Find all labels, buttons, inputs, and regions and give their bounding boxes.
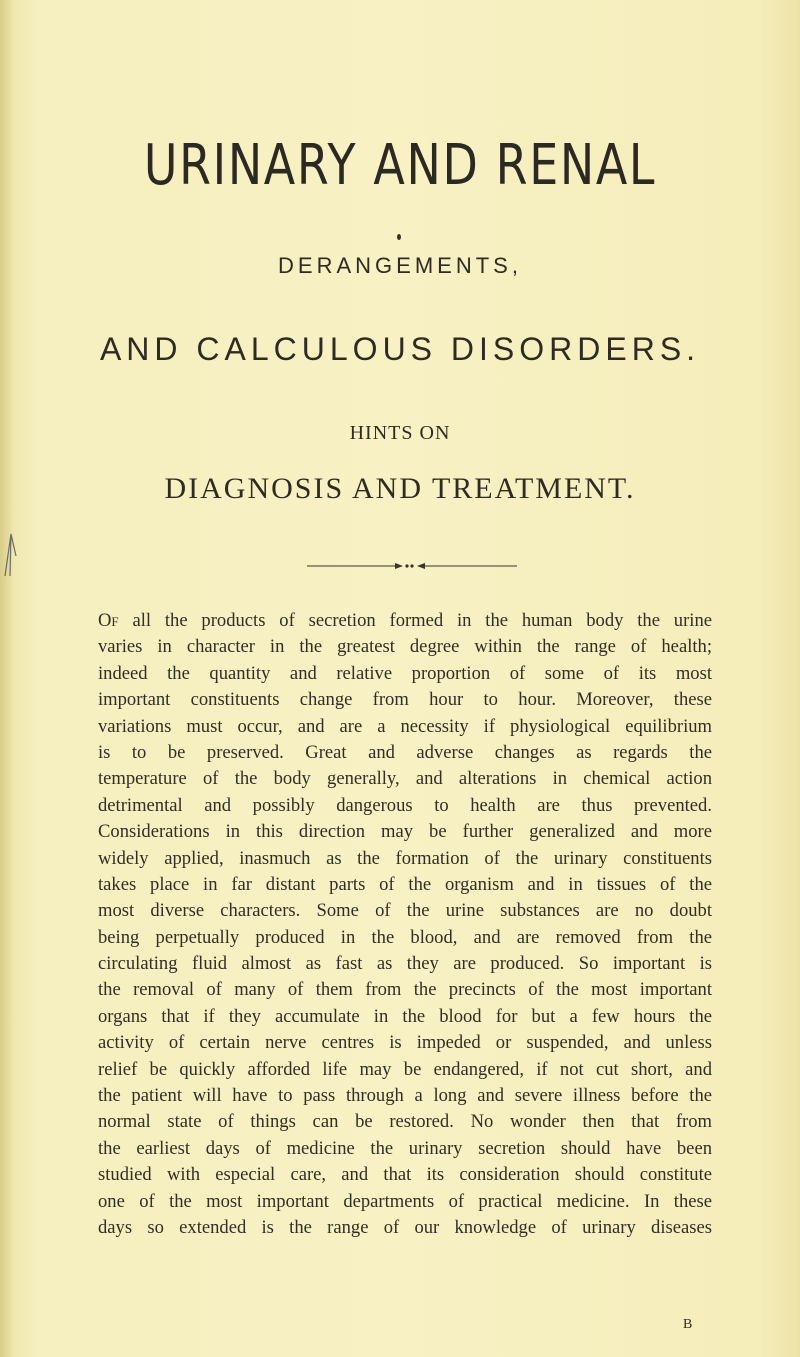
body-line: Considerations in this direction may be further generalized and more (98, 821, 712, 843)
title-hints-on: HINTS ON (349, 422, 451, 444)
binding-shadow (0, 0, 14, 1357)
body-line: most diverse characters. Some of the urine substances are no doubt (98, 900, 712, 922)
ornament-divider-icon (307, 560, 517, 572)
drop-word: Of (98, 610, 119, 631)
title-calculous-disorders: AND CALCULOUS DISORDERS. (99, 331, 701, 367)
body-line: circulating fluid almost as fast as they are produced. So important is (98, 953, 712, 975)
body-line: widely applied, inasmuch as the formation of the urinary constituents (98, 847, 712, 869)
body-line: indeed the quantity and relative proportion of some of its most (98, 662, 712, 684)
body-line: one of the most important departments of practical medicine. In these (98, 1190, 712, 1212)
body-line: days so extended is the range of our knowledge of urinary diseases (98, 1216, 712, 1238)
body-line: normal state of things can be restored. No wonder then that from (98, 1111, 712, 1133)
body-line: organs that if they accumulate in the blood for but a few hours the (98, 1005, 712, 1027)
body-line: is to be preserved. Great and adverse changes as regards the (98, 741, 712, 763)
body-line: being perpetually produced in the blood, and are removed from the (98, 926, 712, 948)
title-derangements: DERANGEMENTS, (278, 253, 522, 278)
body-line: the patient will have to pass through a long and severe illness before the (98, 1085, 712, 1107)
body-line: activity of certain nerve centres is impeded or suspended, and unless (98, 1032, 712, 1054)
body-paragraph (98, 608, 712, 1241)
body-line: temperature of the body generally, and alterations in chemical action (98, 768, 712, 790)
body-line: varies in character in the greatest degree within the range of health; (98, 636, 712, 658)
signature-mark: B (683, 1317, 693, 1332)
body-line: important constituents change from hour to hour. Moreover, these (98, 689, 712, 711)
body-line: variations must occur, and are a necessity if physiological equilibrium (98, 715, 712, 737)
body-line: detrimental and possibly dangerous to health are thus prevented. (98, 794, 712, 816)
body-line: takes place in far distant parts of the organism and in tissues of the (98, 873, 712, 895)
body-line: studied with especial care, and that its consideration should constitute (98, 1164, 712, 1186)
body-line: relief be quickly afforded life may be endangered, if not cut short, and (98, 1058, 712, 1080)
body-line: the earliest days of medicine the urinary secretion should have been (98, 1137, 712, 1159)
title-diagnosis-treatment: DIAGNOSIS AND TREATMENT. (164, 472, 636, 505)
body-line: the removal of many of them from the precincts of the most important (98, 979, 712, 1001)
corner-pencil-mark-icon (2, 526, 24, 586)
body-line: Of all the products of secretion formed in the human body the urine (98, 610, 712, 631)
title-main: URINARY AND RENAL (143, 133, 657, 198)
dot-mark (397, 234, 401, 240)
